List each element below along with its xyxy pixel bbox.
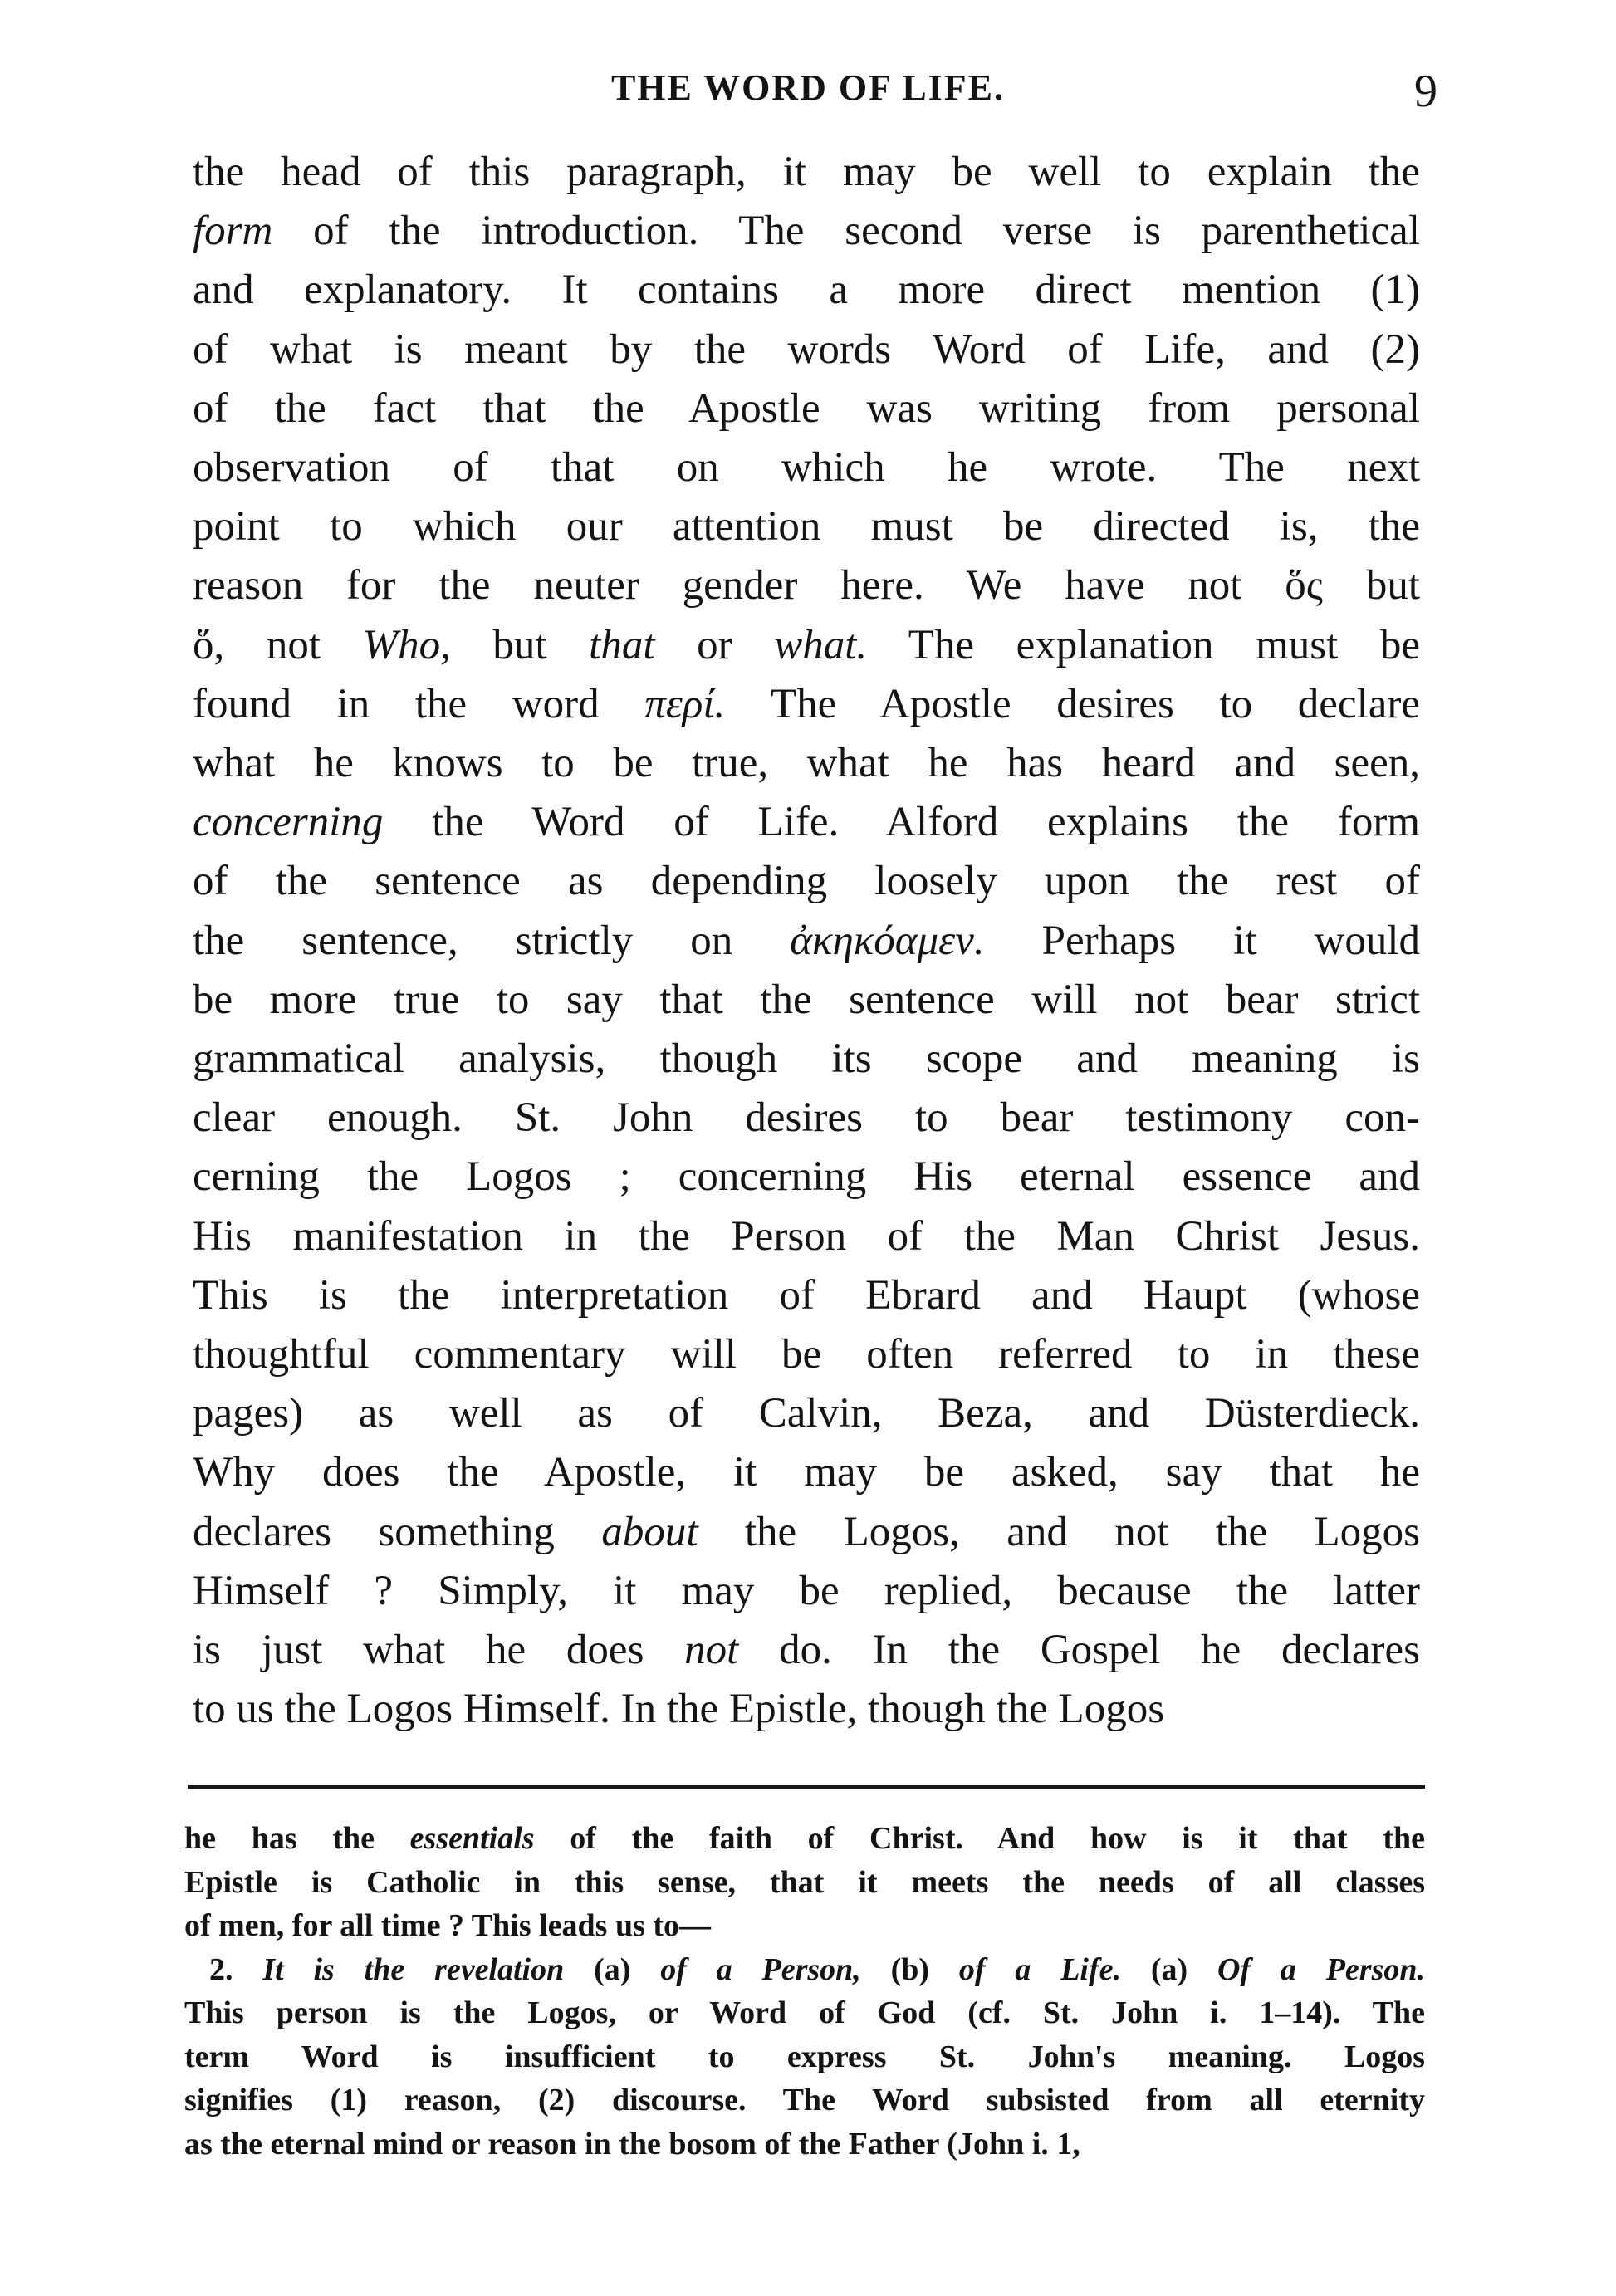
body-text-run: This is the interpretation of Ebrard and Haupt (whose xyxy=(193,1271,1420,1319)
body-line xyxy=(193,556,1420,615)
body-line xyxy=(193,1207,1420,1266)
footnote-text-run: This person is the Logos, or Word of God (cf. St. John i. 1–14). The xyxy=(184,1995,1425,2030)
body-line xyxy=(193,1325,1420,1384)
footnote-line xyxy=(184,1904,1425,1948)
body-line xyxy=(193,1266,1420,1325)
body-text-run: Himself ? Simply, it may be replied, because the latter xyxy=(193,1567,1420,1614)
body-text-run: about xyxy=(601,1508,698,1555)
body-text-run: The Apostle desires to declare xyxy=(725,680,1420,727)
body-line xyxy=(193,497,1420,556)
body-text-run: reason for the neuter gender here. We have not ὅς but xyxy=(193,562,1420,609)
body-line xyxy=(193,379,1420,438)
body-text-run: grammatical analysis, though its scope and meaning is xyxy=(193,1035,1420,1083)
running-title: THE WORD OF LIFE. xyxy=(610,67,1006,108)
body-line xyxy=(193,261,1420,320)
body-text-run: Who, xyxy=(362,621,451,668)
body-line xyxy=(193,852,1420,911)
body-text-run: point to which our attention must be directed is, the xyxy=(193,503,1420,551)
body-line xyxy=(193,1089,1420,1148)
body-line xyxy=(193,1680,1420,1739)
footnote-text-run: It is the revelation xyxy=(262,1951,565,1987)
body-line xyxy=(193,1030,1420,1089)
body-text-run: not xyxy=(684,1627,739,1674)
body-text-run: pages) as well as of Calvin, Beza, and Düsterdieck. xyxy=(193,1390,1420,1437)
footnote-line xyxy=(184,1991,1425,2035)
body-text-run: περί. xyxy=(644,680,726,727)
body-text-run: found in the word xyxy=(193,680,645,727)
footnote-text-run: of a Person, xyxy=(660,1951,861,1987)
body-text-run: form xyxy=(193,208,273,255)
body-text-run: The explanation must be xyxy=(867,621,1421,668)
body-text-run: or xyxy=(654,621,775,668)
footnote-text-run: essentials xyxy=(409,1821,535,1856)
body-line xyxy=(193,1384,1420,1443)
body-line xyxy=(193,1621,1420,1680)
body-text-run: clear enough. St. John desires to bear testimony con- xyxy=(193,1094,1420,1142)
body-text-run: what he knows to be true, what he has heard and seen, xyxy=(193,740,1420,787)
body-text-run: of the sentence as depending loosely upon the rest of xyxy=(193,858,1420,905)
body-text-run: declares something xyxy=(193,1508,602,1555)
body-text-run: to us the Logos Himself. In the Epistle, though the Logos xyxy=(193,1686,1165,1733)
body-text-run: His manifestation in the Person of the Man Christ Jesus. xyxy=(193,1212,1420,1260)
footnote xyxy=(184,1817,1425,2166)
body-text-run: of the fact that the Apostle was writing from personal xyxy=(193,384,1420,432)
body-text-run: the sentence, strictly on xyxy=(193,917,791,964)
body-text-run: the Word of Life. Alford explains the form xyxy=(383,799,1420,846)
main-text xyxy=(193,143,1420,1739)
body-text-run: is just what he does xyxy=(193,1627,685,1674)
body-text-run: be more true to say that the sentence will not bear strict xyxy=(193,976,1420,1023)
body-text-run: Why does the Apostle, it may be asked, say that he xyxy=(193,1449,1420,1496)
body-line xyxy=(193,971,1420,1030)
body-line xyxy=(193,1503,1420,1562)
footnote-text-run: (a) xyxy=(564,1951,661,1987)
footnote-text-run: 2. xyxy=(209,1951,263,1987)
body-line xyxy=(193,793,1420,852)
body-text-run: Perhaps it would xyxy=(984,917,1420,964)
body-text-run: and explanatory. It contains a more direct mention (1) xyxy=(193,267,1420,314)
footnote-line xyxy=(184,2122,1425,2166)
body-line xyxy=(193,616,1420,675)
body-line xyxy=(193,1443,1420,1502)
footnote-text-run: term Word is insufficient to express St. John's meaning. Logos xyxy=(184,2039,1425,2074)
footnote-text-run: signifies (1) reason, (2) discourse. The Word subsisted from all eternity xyxy=(184,2083,1425,2117)
footnote-line xyxy=(184,1861,1425,1905)
body-text-run: of the introduction. The second verse is parenthetical xyxy=(272,208,1420,255)
body-line xyxy=(193,734,1420,793)
body-text-run: the Logos, and not the Logos xyxy=(698,1508,1420,1555)
body-line xyxy=(193,202,1420,261)
body-text-run: but xyxy=(450,621,590,668)
footnote-text-run: of the faith of Christ. And how is it that the xyxy=(534,1821,1426,1856)
body-text-run: observation of that on which he wrote. The next xyxy=(193,444,1420,492)
body-line xyxy=(193,675,1420,734)
body-text-run: do. In the Gospel he declares xyxy=(738,1627,1420,1674)
footnote-line xyxy=(184,1948,1425,1992)
body-text-run: cerning the Logos ; concerning His eternal essence and xyxy=(193,1153,1420,1201)
body-text-run: ὅ, not xyxy=(193,621,363,668)
body-line xyxy=(193,143,1420,202)
body-text-run: ἀκηκόαμεν. xyxy=(790,917,985,964)
page-number: 9 xyxy=(1414,66,1437,117)
body-line xyxy=(193,1148,1420,1207)
footnote-line xyxy=(184,2078,1425,2122)
footnote-line xyxy=(184,1817,1425,1861)
footnote-rule xyxy=(188,1785,1425,1789)
body-line xyxy=(193,912,1420,971)
body-text-run: what. xyxy=(774,621,868,668)
footnote-text-run: (b) xyxy=(860,1951,959,1987)
footnote-text-run: Epistle is Catholic in this sense, that it meets the needs of all classes xyxy=(184,1864,1425,1900)
footnote-text-run: of men, for all time ? This leads us to— xyxy=(184,1908,712,1943)
footnote-text-run: he has the xyxy=(184,1821,410,1856)
body-text-run: thoughtful commentary will be often referred to in these xyxy=(193,1331,1420,1378)
footnote-line xyxy=(184,2035,1425,2079)
footnote-text-run: Of a Person. xyxy=(1217,1951,1425,1987)
body-text-run: the head of this paragraph, it may be well to explain the xyxy=(193,149,1420,195)
body-line xyxy=(193,1562,1420,1621)
body-text-run: that xyxy=(589,621,655,668)
body-text-run: concerning xyxy=(193,799,384,846)
body-text-run: of what is meant by the words Word of Life, and (2) xyxy=(193,326,1420,373)
body-line xyxy=(193,321,1420,379)
footnote-text-run: (a) xyxy=(1121,1951,1217,1987)
body-line xyxy=(193,438,1420,497)
footnote-text-run: as the eternal mind or reason in the bosom of the Father (John i. 1, xyxy=(184,2126,1080,2161)
footnote-text-run: of a Life. xyxy=(958,1951,1121,1987)
